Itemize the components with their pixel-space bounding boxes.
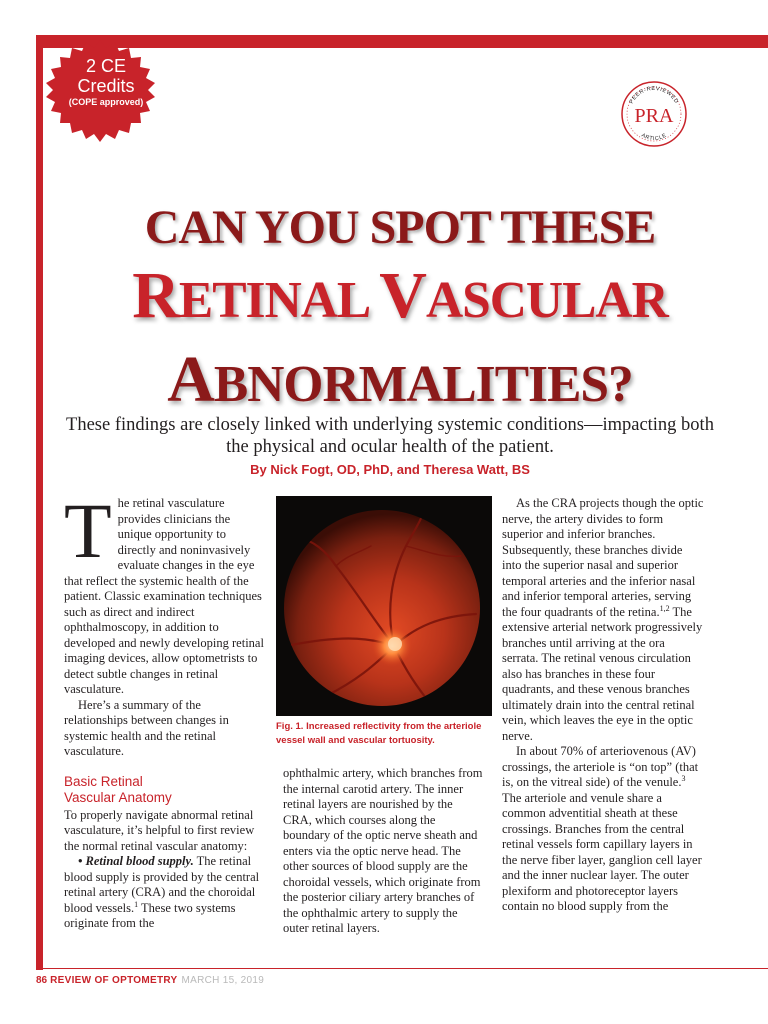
section-heading-line-1: Basic Retinal xyxy=(64,773,143,789)
title-line-3 xyxy=(60,341,740,424)
blood-supply-paragraph xyxy=(64,854,264,932)
citation: 1 xyxy=(134,899,139,909)
column-2 xyxy=(283,766,483,937)
left-red-bar xyxy=(36,35,43,970)
title-line-3-rest: BNORMALITIES? xyxy=(213,356,633,413)
intro-text: he retinal vasculature provides clinicians the unique opportunity to directly and noninvasively evaluate changes in the eye that reflect the systemic health of the patient. Classic examination techniques such as direct and indirect ophthalmoscopy, in addition to developed and newly developing retinal imaging devices, allow optometrists to detect subtle changes in retinal vasculature. xyxy=(64,496,264,696)
cra-paragraph xyxy=(502,496,704,744)
peer-reviewed-seal-icon xyxy=(620,80,688,148)
section-heading-basic-anatomy xyxy=(64,774,264,806)
retina-image-icon xyxy=(276,496,492,716)
bullet-title: • Retinal blood supply. xyxy=(78,854,194,868)
article-deck: These findings are closely linked with underlying systemic conditions—impacting both the physical and ocular health of the patient. xyxy=(66,415,714,457)
title-line-2-cap-2: V xyxy=(379,259,426,332)
av-text-b: The arteriole and venule share a common adventitial sheath at these crossings. Branches from the central retinal vessels form capillary layers in the nerve fiber layer, ganglion cell layer and the inner nuclear layer. The outer plexiform and photoreceptor layers contain no blood supply from the xyxy=(502,790,702,913)
title-line-2-rest-2: ASCULAR xyxy=(425,272,668,329)
article-byline: By Nick Fogt, OD, PhD, and Theresa Watt, BS xyxy=(250,462,530,477)
magazine-name: REVIEW OF OPTOMETRY xyxy=(50,975,178,986)
title-line-2-cap-1: R xyxy=(132,259,179,332)
column-1 xyxy=(64,487,264,932)
column-2-paragraph: ophthalmic artery, which branches from the internal carotid artery. The inner retinal layers are nourished by the CRA, which courses along the boundary of the optic nerve sheath and enters via the optic nerve head. The other sources of blood supply are the choroidal vessels, which originate from the posterior ciliary artery branches of the ophthalmic artery to supply the outer retinal layers. xyxy=(283,766,483,935)
title-line-2 xyxy=(60,256,740,341)
badge-line-1: 2 CE xyxy=(85,56,127,76)
bullet-text-b: These two systems originate from the xyxy=(64,900,236,930)
fundus-photo xyxy=(276,496,492,716)
seal-monogram: PRA xyxy=(634,105,674,127)
anatomy-intro-paragraph: To properly navigate abnormal retinal vasculature, it’s helpful to first review the normal retinal vascular anatomy: xyxy=(64,807,255,853)
seal-top-text: PEER-REVIEWED xyxy=(628,85,680,105)
citation: 3 xyxy=(681,773,686,783)
page-number: 86 xyxy=(36,975,48,986)
intro-paragraph xyxy=(64,487,264,698)
title-line-3-cap: A xyxy=(167,343,214,416)
av-text-a: In about 70% of arteriovenous (AV) crossings, the arteriole is “on top” (that is, on the vitreal side) of the venule. xyxy=(502,744,699,789)
badge-line-2: Credits xyxy=(77,76,135,96)
cra-text-b: The extensive arterial network progressively branches until arriving at the ora serrata. The retinal venous circulation also has branches in these four quadrants, and these venous branches ultimately drain into the central retinal vein, which leaves the eye in the optic nerve. xyxy=(502,604,703,743)
article-title xyxy=(60,200,740,424)
summary-paragraph: Here’s a summary of the relationships between changes in systemic health and the retinal vasculature. xyxy=(64,697,229,758)
title-line-2-rest-1: ETINAL xyxy=(178,272,380,329)
ce-credits-badge xyxy=(24,22,176,172)
title-line-1: CAN YOU SPOT THESE xyxy=(144,201,656,254)
av-crossing-paragraph xyxy=(502,744,704,915)
bottom-rule xyxy=(36,968,768,969)
bullet-text-a: The retinal blood supply is provided by the central retinal artery (CRA) and the choroidal blood vessels. xyxy=(64,854,260,915)
peer-reviewed-seal xyxy=(620,80,688,148)
column-3 xyxy=(502,496,704,915)
cra-text-a: As the CRA projects though the optic nerve, the artery divides to form superior and inferior branches. Subsequently, these branches divide into the superior nasal and superior temporal arteries and the inferior nasal and inferior temporal arteries, serving the four quadrants of the retina. xyxy=(502,496,704,619)
section-heading-line-2: Vascular Anatomy xyxy=(64,789,172,805)
drop-cap: T xyxy=(64,487,112,574)
badge-line-3: (COPE approved) xyxy=(68,97,144,107)
issue-date: MARCH 15, 2019 xyxy=(181,975,265,986)
seal-bottom-text: ARTICLE xyxy=(640,132,668,143)
citation: 1,2 xyxy=(659,603,670,613)
page-footer xyxy=(36,975,264,986)
figure-caption: Fig. 1. Increased reflectivity from the arteriole vessel wall and vascular tortuosity. xyxy=(276,721,482,746)
